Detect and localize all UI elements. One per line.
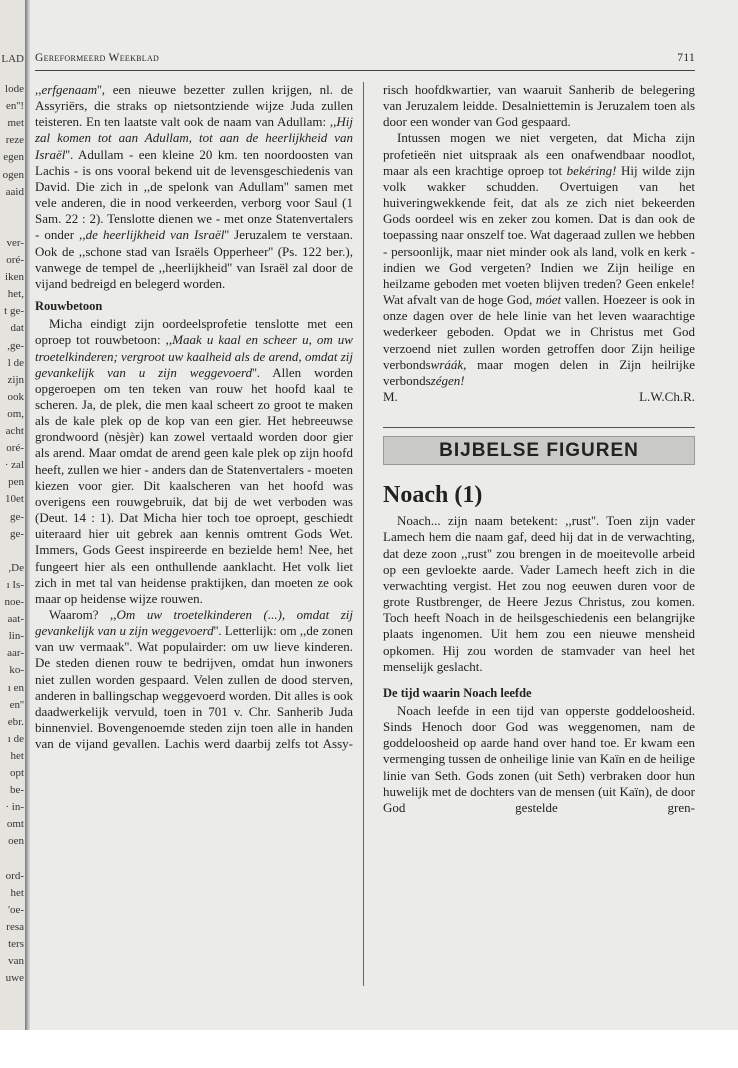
margin-fragment: 'oe-	[7, 903, 24, 916]
page-gutter	[25, 0, 30, 1030]
margin-fragment: lode	[5, 83, 24, 95]
left-column	[35, 82, 353, 752]
margin-fragment: be-	[9, 784, 24, 797]
margin-fragment: oen	[8, 835, 24, 848]
section-divider	[383, 427, 695, 428]
margin-fragment: oré-	[6, 442, 24, 455]
running-header	[35, 52, 695, 68]
margin-fragment: en''	[9, 698, 24, 711]
signature-line	[383, 389, 695, 405]
previous-page-edge	[0, 0, 25, 1030]
margin-fragment: iken	[5, 271, 24, 284]
signature-initial: M.	[383, 388, 398, 404]
margin-fragment: ord-	[5, 869, 24, 882]
margin-fragment: en''!	[5, 100, 24, 113]
margin-fragment: het	[10, 749, 24, 762]
margin-fragment: aaid	[5, 185, 24, 198]
margin-fragment: zijn	[7, 373, 24, 386]
margin-fragment: dat	[10, 322, 24, 335]
header-rule	[35, 70, 695, 71]
margin-fragment: van	[8, 955, 24, 968]
margin-fragment: aat-	[7, 613, 24, 626]
margin-fragment: · zal	[4, 459, 24, 472]
column-rule	[363, 82, 364, 986]
margin-fragment: ı Is-	[6, 578, 24, 591]
margin-fragment: ogen	[2, 168, 24, 181]
margin-fragment: ook	[7, 390, 24, 403]
margin-fragment: t ge-	[4, 305, 24, 318]
margin-fragment: l de	[7, 356, 24, 369]
margin-fragment: ı de	[7, 732, 24, 745]
journal-title: Gereformeerd Weekblad	[35, 52, 160, 64]
margin-fragment: ,ge-	[7, 339, 24, 352]
paragraph: Micha eindigt zijn oordeelsprofetie tenslotte met een oproep tot rouwbetoon: ,,Maak u kaal en scheer u, om uw troetelkinderen; vergroot uw kaalheid als de arend, omdat zij gevankelijk van u zijn weggevoerd''. Allen worden opgeroepen om ten teken van rouw het hoofd kaal te scheren. Ja, de plek, die men kaal scheert zo groot te maken als de kale plek op de kop van een gier. Het hebreeuwse grondwoord (nèsjèr) kan zowel vertaald worden door gier als arend. Maar omdat de arend geen kale plek op zijn hoofd heeft, zullen we hier - anders dan de Statenvertalers - moeten kiezen voor gier. Dit kaalscheren van het hoofd was overigens een rouwgebruik, dat bij de wet verboden was (Deut. 14 : 1). Dat Micha hier toch toe oproept, geschiedt uiteraard hier uit gebrek aan kennis omtrent Gods Wet. Immers, Gods Geest inspireerde en bezielde hem! Nee, het fungeert hier als een onthullende aanklacht. Het volk liet zich in met tal van heidense praktijken, dan moeten ze ook maar op heidense wijze rouwen.	[35, 316, 353, 606]
margin-fragment: ı en	[7, 681, 24, 694]
margin-fragment: 10et	[5, 493, 24, 506]
margin-fragment: pen	[8, 476, 24, 489]
paragraph: risch hoofdkwartier, van waaruit Sanherib de belegering van Jeruzalem leidde. Desalniettemin is Jeruzalem toen als door een wonder van God gespaard.	[383, 82, 695, 130]
margin-fragment: opt	[9, 767, 24, 779]
section-heading: De tijd waarin Noach leefde	[383, 685, 532, 700]
page-number: 711	[677, 52, 695, 64]
margin-fragment: ebr.	[7, 715, 24, 728]
margin-fragment: ,De	[8, 561, 24, 574]
paragraph: Noach... zijn naam betekent: ,,rust''. Toen zijn vader Lamech hem die naam gaf, deed hij dat in de verwachting, dat deze zoon ,,rust'' zou brengen in de moeitevolle arbeid op een gevloekte aarde. Vader Lamech heeft zich in die verwachting vergist. Het zou nog eeuwen duren voor de grote Rustbrenger, de Heere Jezus Christus, zou komen. Toch heeft Noach in de heilsgeschiedenis een belangrijke plaats ingenomen. Uit hem zou een nieuwe mensheid opkomen. Hij zou worden de stamvader van heel het menselijk geslacht.	[383, 513, 695, 674]
margin-fragment: noe-	[4, 596, 24, 608]
margin-fragment: LAD	[1, 53, 24, 65]
margin-fragment: omt	[6, 818, 24, 831]
margin-fragment: ver-	[6, 236, 24, 249]
margin-fragment: ko-	[9, 664, 24, 677]
right-column	[383, 82, 695, 816]
article-title: Noach (1)	[383, 482, 483, 509]
paragraph: ,,erfgenaam'', een nieuwe bezetter zullen krijgen, nl. de Assyriërs, die straks op nietsontziende wijze Juda zullen teisteren. En ten laatste valt ook de naam van Adullam: ,,Hij zal komen tot aan Adullam, tot aan de heerlijkheid van Israël''. Adullam - een kleine 20 km. ten noordoosten van Lachis - is ons vooral bekend uit de levensgeschiedenis van David. Die zich in ,,de spelonk van Adullam'' samen met vele anderen, die in nood verkeerden, verborg voor Saul (1 Sam. 22 : 2). Tenslotte dienen we - met onze Statenvertalers - onder ,,de heerlijkheid van Israël'' Jeruzalem te verstaan. Ook de ,,schone stad van Israëls Opperheer'' (Ps. 122 ber.), vanwege de tempel de ,,heerlijkheid'' van Israël zal door de vijand bedreigd en belegerd worden.	[35, 82, 353, 291]
margin-fragment: met	[7, 117, 24, 130]
margin-fragment: het	[10, 886, 24, 899]
paragraph: Intussen mogen we niet vergeten, dat Micha zijn profetieën niet uitspraak als een onafwendbaar noodlot, maar als een krachtige oproep tot bekéring! Hij wilde zijn volk wakker schudden. Overtuigen van het huiveringwekkende feit, dat als ze zich niet bekeerden Gods oordeel wis en zeker zou komen. Dat is dan ook de toepassing naar onszelf toe. Wat dageraad zullen we hebben - persoonlijk, maar niet minder ook als land, volk en kerk - indien we God vergeten? Indien we Zijn heilige en heilzame geboden met voeten blijven treden? Geen enkele! Wat afvalt van de hoge God, móet vallen. Hoezeer is ook in onze dagen over de hele linie van het leven waarachtige wederkeer geboden. Opdat we in Christus met God verzoend niet zullen worden getroffen door Zijn heilige verbondswráák, maar mogen delen in Zijn heilrijke verbondszégen!	[383, 130, 696, 388]
margin-fragment: uwe	[5, 972, 24, 985]
margin-fragment: ters	[8, 938, 24, 950]
margin-fragment: om,	[7, 407, 24, 420]
margin-fragment: ge-	[9, 527, 24, 540]
section-heading: Rouwbetoon	[35, 299, 103, 314]
paragraph: Waarom? ,,Om uw troetelkinderen (...), omdat zij gevankelijk van u zijn weggevoerd''. Letterlijk: om ,,de zonen van uw vermaak''. Wat populairder: om uw lieve kinderen. De steden dienen rouw te bedrijven, omdat hun inwoners niet zullen worden gespaard. Velen zullen de dood sterven, anderen in ballingschap weggevoerd worden. Dit alles is ook daadwerkelijk vervuld, toen in 701 v. Chr. Sanherib Juda binnenviel. Bovengenoemde steden zijn toen alle in handen van de vijand gevallen. Lachis werd daarbij zelfs tot Assy-	[35, 607, 353, 752]
margin-fragment: het,	[7, 288, 24, 301]
margin-fragment: ge-	[9, 510, 24, 523]
margin-fragment: resa	[6, 920, 24, 933]
margin-fragment: reze	[5, 134, 24, 147]
margin-fragment: aar-	[7, 647, 24, 660]
signature-author: L.W.Ch.R.	[639, 388, 695, 404]
paragraph: Noach leefde in een tijd van opperste goddeloosheid. Sinds Henoch door God was weggenomen, nam de goddeloosheid op aarde hand over hand toe. Er kwam een vermenging tussen de onheilige linie van Kaïn en de heilige linie van Seth. Gods zonen (uit Seth) verbraken door hun huwelijk met de dochters van de mensen (uit Kaïn), de door God gestelde gren-	[383, 703, 695, 815]
section-banner: BIJBELSE FIGUREN	[383, 436, 695, 465]
margin-fragment: oré-	[6, 254, 24, 266]
margin-fragment: lin-	[8, 630, 24, 643]
margin-fragment: egen	[3, 151, 24, 164]
margin-fragment: acht	[5, 425, 24, 437]
margin-fragment: · in-	[5, 801, 24, 814]
